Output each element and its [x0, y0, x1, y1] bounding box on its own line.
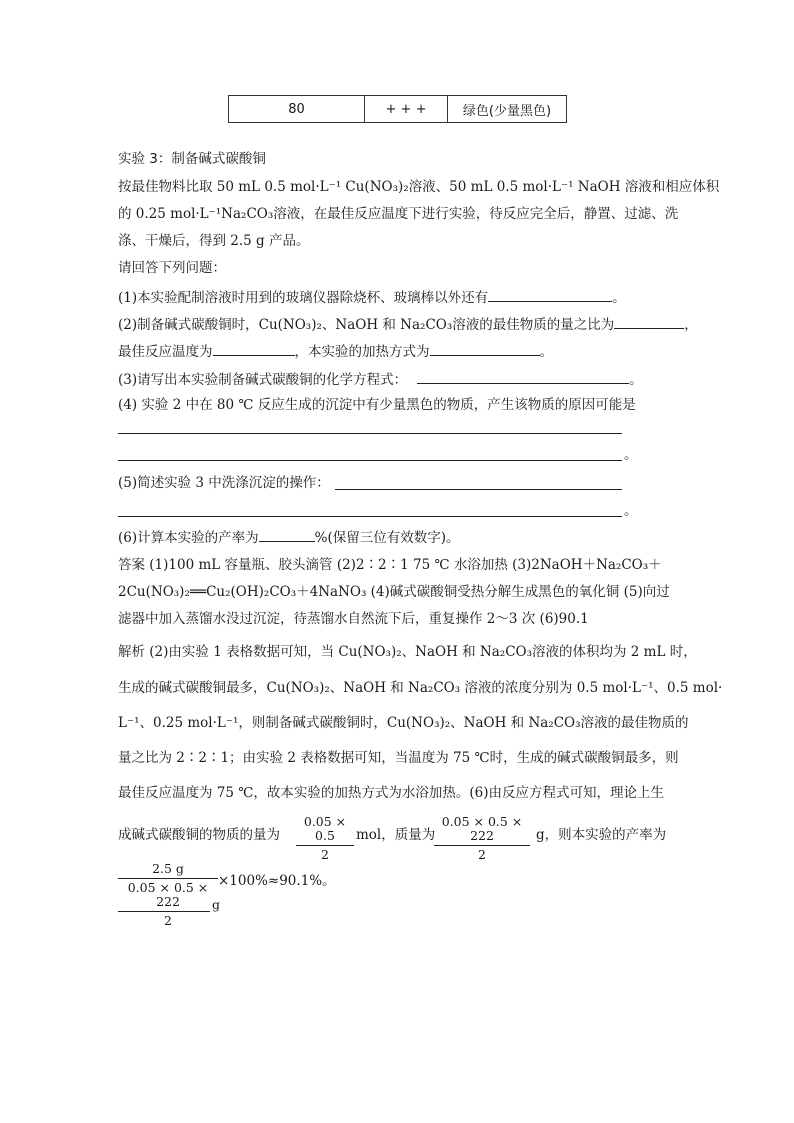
fraction-yield-den-num: 0.05 × 0.5 × 222 — [127, 880, 209, 909]
fraction-yield-den-den: 2 — [164, 913, 172, 928]
question-2b-end: 。 — [539, 344, 553, 360]
question-4-end: 。 — [624, 447, 638, 463]
exp3-para-line2: 的 0.25 mol·L⁻¹Na₂CO₃溶液，在最佳反应温度下进行实验，待反应完全后，静置、过滤、洗 — [118, 206, 679, 222]
answer-line-5a[interactable] — [335, 489, 622, 490]
question-2b-mid: ，本实验的加热方式为 — [294, 344, 430, 360]
answer-line2: 2Cu(NO₃)₂══Cu₂(OH)₂CO₃＋4NaNO₃ (4)碱式碳酸铜受热分解生成黑色的氧化铜 (5)向过 — [118, 584, 670, 600]
answer-line3: 滤器中加入蒸馏水没过沉淀，待蒸馏水自然流下后，重复操作 2～3 次 (6)90.1 — [118, 611, 589, 627]
answer-blank-3[interactable] — [417, 369, 629, 384]
exp3-para-line3: 涤、干燥后，得到 2.5 g 产品。 — [118, 233, 310, 249]
analysis-line1: 解析 (2)由实验 1 表格数据可知，当 Cu(NO₃)₂、NaOH 和 Na₂CO₃溶液的体积均为 2 mL 时， — [118, 644, 697, 660]
question-6-text-end: %(保留三位有效数字)。 — [314, 530, 460, 546]
question-3-text: (3)请写出本实验制备碱式碳酸铜的化学方程式： — [118, 372, 408, 388]
analysis-line3: L⁻¹、0.25 mol·L⁻¹，则制备碱式碳酸铜时，Cu(NO₃)₂、NaOH 和 Na₂CO₃溶液的最佳物质的 — [118, 715, 689, 731]
analysis-line7: ×100%≈90.1%。 — [218, 873, 336, 889]
fraction-bar — [118, 878, 218, 879]
answer-line-4a[interactable] — [118, 433, 622, 434]
question-5 — [118, 474, 330, 492]
question-2-cont — [118, 341, 553, 361]
fraction-bar — [296, 845, 354, 846]
result-table — [228, 95, 567, 123]
fraction-yield-unit: g — [212, 897, 221, 912]
answer-blank-1[interactable] — [488, 287, 612, 302]
question-3-end: 。 — [629, 372, 643, 388]
question-2-text: (2)制备碱式碳酸铜时，Cu(NO₃)₂、NaOH 和 Na₂CO₃溶液的最佳物质的量之比为 — [118, 317, 615, 333]
question-5-text: (5)简述实验 3 中洗涤沉淀的操作： — [118, 475, 330, 491]
analysis-line6a: 成碱式碳酸铜的物质的量为 — [118, 827, 280, 843]
exp3-title: 实验 3：制备碱式碳酸铜 — [118, 151, 266, 167]
question-1-text: (1)本实验配制溶液时用到的玻璃仪器除烧杯、玻璃棒以外还有 — [118, 290, 489, 306]
analysis-line6c: g，则本实验的产率为 — [536, 827, 667, 843]
analysis-line4: 量之比为 2∶2∶1；由实验 2 表格数据可知，当温度为 75 ℃时，生成的碱式碳酸铜最多，则 — [118, 750, 679, 766]
fraction-moles-num: 0.05 × 0.5 — [303, 814, 347, 843]
fraction-bar — [434, 845, 530, 846]
ask-heading: 请回答下列问题： — [118, 260, 226, 276]
table-cell-amount: + + + — [365, 96, 448, 123]
answer-blank-2-ratio[interactable] — [614, 314, 684, 329]
answer-line1: 答案 (1)100 mL 容量瓶、胶头滴管 (2)2∶2∶1 75 ℃ 水浴加热 (3)2NaOH＋Na₂CO₃＋ — [118, 557, 662, 573]
question-3 — [118, 369, 643, 389]
table-cell-color: 绿色(少量黑色) — [448, 96, 567, 123]
answer-line-5b[interactable] — [118, 516, 622, 517]
fraction-mass — [434, 815, 530, 862]
question-6 — [118, 527, 460, 547]
question-2 — [118, 314, 698, 334]
fraction-yield — [118, 861, 221, 928]
fraction-moles-den: 2 — [321, 847, 329, 862]
answer-blank-2-heating[interactable] — [430, 341, 540, 356]
answer-blank-6[interactable] — [259, 527, 315, 542]
table-row — [229, 96, 567, 123]
fraction-yield-num: 2.5 g — [152, 861, 184, 876]
question-2-end: ， — [684, 317, 698, 333]
analysis-line2: 生成的碱式碳酸铜最多，Cu(NO₃)₂、NaOH 和 Na₂CO₃ 溶液的浓度分别为 0.5 mol·L⁻¹、0.5 mol· — [118, 680, 723, 696]
question-2b-text: 最佳反应温度为 — [118, 344, 213, 360]
analysis-line5: 最佳反应温度为 75 ℃，故本实验的加热方式为水浴加热。(6)由反应方程式可知，理论上生 — [118, 785, 664, 801]
fraction-mass-num: 0.05 × 0.5 × 222 — [441, 814, 523, 843]
fraction-mass-den: 2 — [478, 847, 486, 862]
answer-line-4b[interactable] — [118, 460, 622, 461]
analysis-line6b: mol，质量为 — [356, 827, 436, 843]
question-4: (4) 实验 2 中在 80 ℃ 反应生成的沉淀中有少量黑色的物质，产生该物质的原因可能是 — [118, 397, 636, 413]
question-6-text: (6)计算本实验的产率为 — [118, 530, 259, 546]
question-1 — [118, 287, 626, 307]
answer-blank-2-temp[interactable] — [213, 341, 295, 356]
exp3-para-line1: 按最佳物料比取 50 mL 0.5 mol·L⁻¹ Cu(NO₃)₂溶液、50 mL 0.5 mol·L⁻¹ NaOH 溶液和相应体积 — [118, 179, 720, 195]
question-5-end: 。 — [624, 503, 638, 519]
question-1-end: 。 — [612, 290, 626, 306]
fraction-moles — [296, 815, 354, 862]
fraction-bar — [118, 911, 210, 912]
table-cell-temperature: 80 — [229, 96, 365, 123]
